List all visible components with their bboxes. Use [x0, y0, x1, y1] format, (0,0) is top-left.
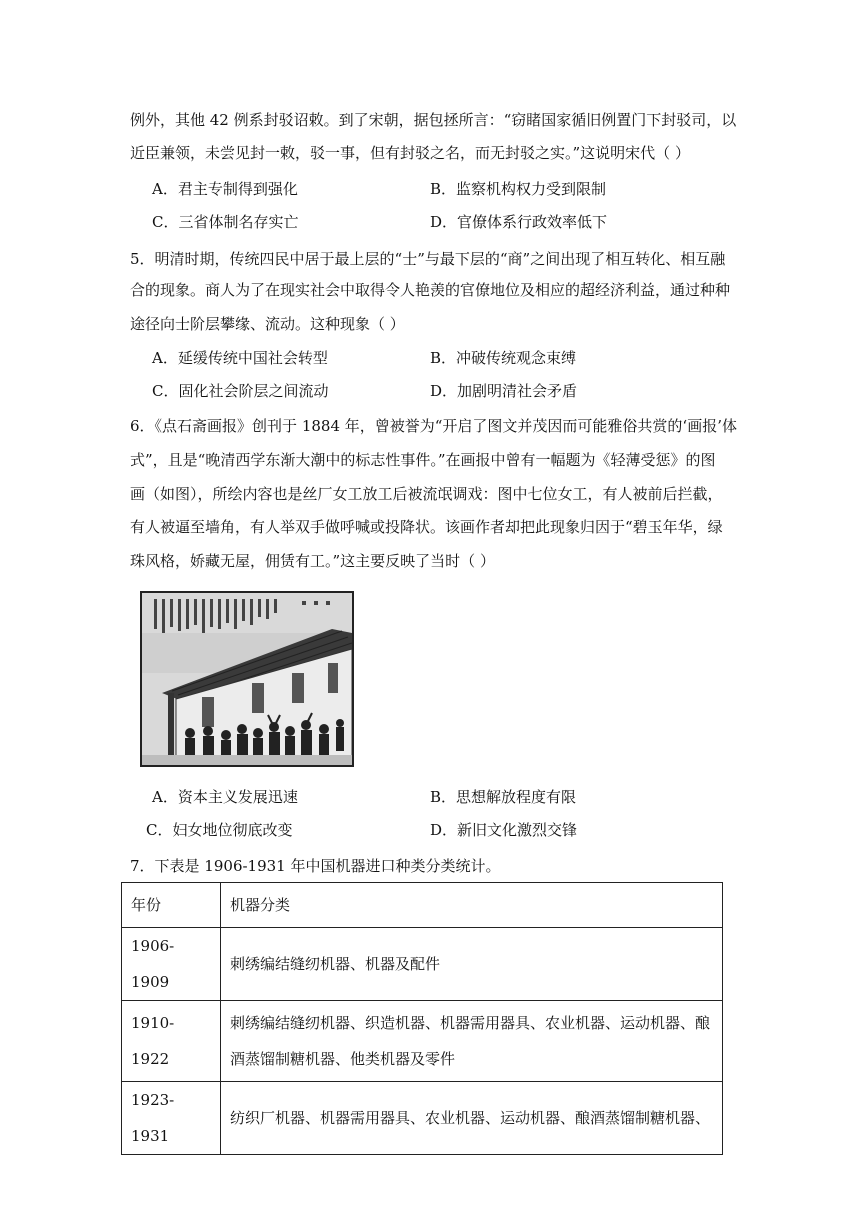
q6-stem-line-4: 有人被逼至墙角，有人举双手做呼喊或投降状。该画作者却把此现象归因于“碧玉年华，绿: [130, 518, 723, 536]
q6-stem-line-2: 式”，且是“晚清西学东渐大潮中的标志性事件。”在画报中曾有一幅题为《轻薄受惩》的图: [130, 451, 716, 469]
q6-option-b[interactable]: B．思想解放程度有限: [430, 788, 577, 806]
q6-stem-line-5: 珠风格，娇藏无屋，佣赁有工。”这主要反映了当时（ ）: [130, 552, 495, 570]
q4-option-b[interactable]: B．监察机构权力受到限制: [430, 180, 607, 198]
q5-option-d[interactable]: D．加剧明清社会矛盾: [430, 382, 578, 400]
row-year: 1906-1909: [122, 928, 221, 1001]
q5-stem-line-2: 合的现象。商人为了在现实社会中取得令人艳羡的官僚地位及相应的超经济利益，通过种种: [130, 281, 731, 299]
q5-option-a[interactable]: A．延缓传统中国社会转型: [152, 349, 328, 367]
q4-stem-line-1: 例外，其他 42 例系封驳诏敕。到了宋朝，据包拯所言：“窃睹国家循旧例置门下封驳司，以: [130, 111, 737, 129]
table-row: [122, 928, 723, 1001]
q4-option-d[interactable]: D．官僚体系行政效率低下: [430, 213, 608, 231]
q6-stem-line-1: 6．《点石斋画报》创刊于 1884 年，曾被誉为“开启了图文并茂因而可能雅俗共赏的‘画报’体: [130, 417, 737, 435]
header-year: 年份: [122, 883, 221, 928]
table-header-row: [122, 883, 723, 928]
row-category: 纺织厂机器、机器需用器具、农业机器、运动机器、酿酒蒸馏制糖机器、: [221, 1082, 723, 1155]
table-row: [122, 1082, 723, 1155]
q4-stem-line-2: 近臣兼领，未尝见封一敕，驳一事，但有封驳之名，而无封驳之实。”这说明宋代（ ）: [130, 144, 690, 162]
qingbao-shoucheng-illustration: [140, 591, 354, 767]
machine-import-table: [121, 882, 723, 1155]
row-category: 刺绣编结缝纫机器、织造机器、机器需用器具、农业机器、运动机器、酿酒蒸馏制糖机器、他类机器及零件: [221, 1001, 723, 1082]
q6-option-c[interactable]: C．妇女地位彻底改变: [146, 821, 293, 839]
q5-option-c[interactable]: C．固化社会阶层之间流动: [152, 382, 329, 400]
q5-stem-line-1: 5．明清时期，传统四民中居于最上层的“士”与最下层的“商”之间出现了相互转化、相互融: [130, 250, 726, 268]
table-row: [122, 1001, 723, 1082]
row-year: 1923-1931: [122, 1082, 221, 1155]
q6-option-d[interactable]: D．新旧文化激烈交锋: [430, 821, 578, 839]
q4-option-c[interactable]: C．三省体制名存实亡: [152, 213, 299, 231]
header-category: 机器分类: [221, 883, 723, 928]
q5-stem-line-3: 途径向士阶层攀缘、流动。这种现象（ ）: [130, 315, 405, 333]
q6-stem-line-3: 画（如图），所绘内容也是丝厂女工放工后被流氓调戏：图中七位女工，有人被前后拦截，: [130, 485, 723, 503]
row-year: 1910-1922: [122, 1001, 221, 1082]
row-category: 刺绣编结缝纫机器、机器及配件: [221, 928, 723, 1001]
q5-option-b[interactable]: B．冲破传统观念束缚: [430, 349, 577, 367]
q4-option-a[interactable]: A．君主专制得到强化: [152, 180, 298, 198]
q7-intro: 7．下表是 1906-1931 年中国机器进口种类分类统计。: [130, 857, 501, 875]
q6-option-a[interactable]: A．资本主义发展迅速: [152, 788, 298, 806]
